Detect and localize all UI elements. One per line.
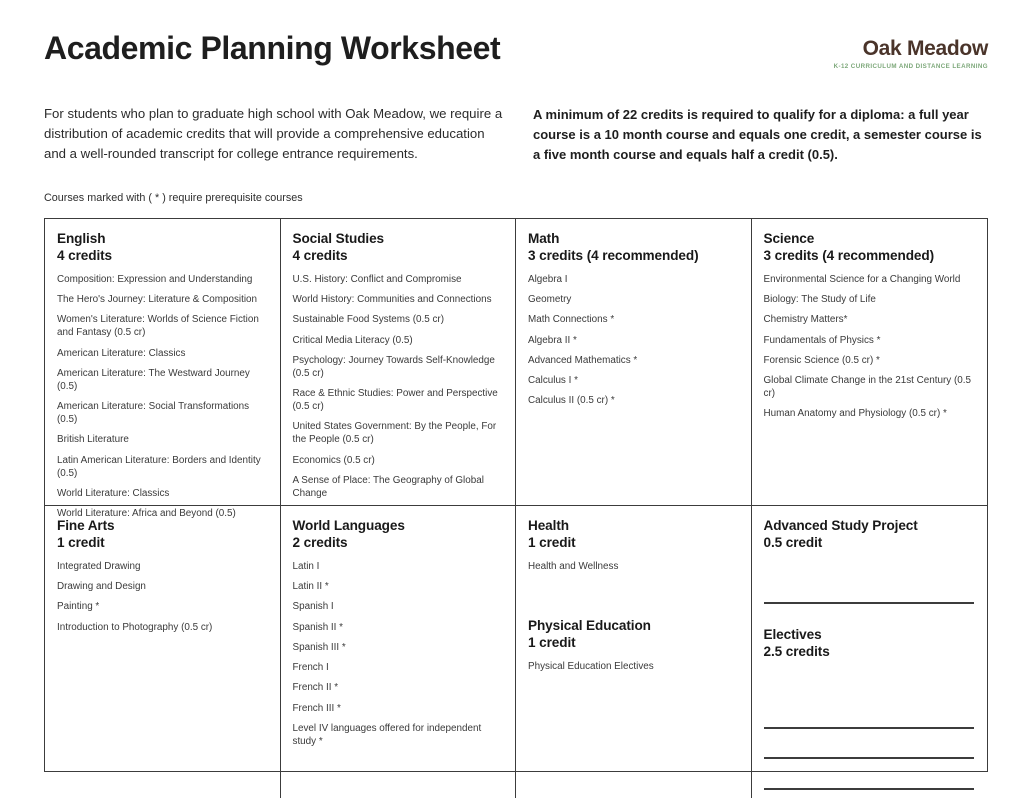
logo-tagline: K-12 CURRICULUM AND DISTANCE LEARNING: [833, 63, 988, 71]
course-item: Calculus II (0.5 cr) *: [528, 395, 615, 407]
course-item: United States Government: By the People, For the People (0.5 cr): [292, 421, 497, 446]
prerequisite-note: Courses marked with ( * ) require prerequisite courses: [44, 192, 303, 204]
course-list-english: [57, 273, 267, 521]
subject-title: Science: [763, 231, 815, 246]
course-item: Environmental Science for a Changing World: [763, 273, 961, 285]
course-item: The Hero's Journey: Literature & Composition: [57, 294, 258, 306]
course-item: Health and Wellness: [528, 560, 619, 572]
logo-wordmark: Oak Meadow: [862, 37, 988, 60]
spacer: [764, 729, 975, 757]
subject-credits: 2 credits: [292, 535, 348, 551]
course-item: Algebra II *: [528, 334, 577, 346]
course-item: Spanish II *: [292, 621, 344, 633]
course-item: Advanced Mathematics *: [528, 354, 638, 366]
course-item: Biology: The Study of Life: [763, 294, 876, 306]
spacer: [764, 759, 975, 788]
course-item: American Literature: The Westward Journey (0.5): [57, 367, 250, 392]
subject-title: Health: [528, 518, 569, 533]
course-item: Integrated Drawing: [57, 560, 141, 572]
course-item: Drawing and Design: [57, 581, 146, 593]
page-header: [44, 30, 988, 92]
course-item: Forensic Science (0.5 cr) *: [763, 354, 880, 366]
course-list-world-languages: [293, 560, 503, 748]
subsection-electives: [764, 626, 975, 661]
subject-credits: 4 credits: [292, 248, 348, 264]
course-item: Level IV languages offered for independent study *: [292, 722, 482, 747]
spacer: [764, 604, 975, 626]
course-item: French II *: [292, 682, 339, 694]
course-item: Physical Education Electives: [528, 660, 654, 672]
course-item: Painting *: [57, 601, 100, 613]
course-item: Introduction to Photography (0.5 cr): [57, 621, 213, 633]
course-list-math: [528, 273, 738, 408]
subsection-physical-education: [528, 617, 738, 673]
subject-cell-world-languages: [281, 506, 517, 798]
course-item: Spanish I: [292, 601, 334, 613]
course-item: Psychology: Journey Towards Self-Knowledge (0.5 cr): [292, 354, 495, 379]
course-list-science: [764, 273, 975, 421]
oak-meadow-logo: [834, 38, 988, 70]
course-item: Latin I: [292, 560, 320, 572]
course-item: Global Climate Change in the 21st Century (0.5 cr): [763, 375, 971, 400]
subject-title: World Languages: [292, 518, 405, 533]
course-item: French I: [292, 662, 329, 674]
subject-title: English: [57, 231, 106, 246]
subject-cell-english: [45, 219, 281, 520]
spacer: [764, 669, 975, 727]
course-item: Latin II *: [292, 581, 329, 593]
subsection-credits: 1 credit: [528, 635, 576, 651]
course-item: World History: Communities and Connections: [292, 294, 492, 306]
subsection-title: Electives: [763, 626, 822, 642]
course-item: Sustainable Food Systems (0.5 cr): [292, 314, 444, 326]
subject-title: Advanced Study Project: [763, 518, 918, 533]
subject-cell-science: [752, 219, 988, 506]
subject-credits: 3 credits (4 recommended): [528, 248, 699, 264]
subject-credits: 1 credit: [57, 535, 105, 551]
course-item: U.S. History: Conflict and Compromise: [292, 273, 462, 285]
course-item: Critical Media Literacy (0.5): [292, 334, 413, 346]
course-item: Latin American Literature: Borders and Identity (0.5): [57, 454, 261, 479]
course-item: American Literature: Classics: [57, 347, 186, 359]
page-title: Academic Planning Worksheet: [44, 30, 501, 66]
course-item: Human Anatomy and Physiology (0.5 cr) *: [763, 408, 947, 420]
subject-title: Math: [528, 231, 560, 246]
course-item: Spanish III *: [292, 641, 346, 653]
course-item: British Literature: [57, 434, 129, 446]
subject-credits: 1 credit: [528, 535, 576, 551]
course-item: Geometry: [528, 294, 572, 306]
course-item: World Literature: Africa and Beyond (0.5): [57, 508, 236, 520]
spacer: [764, 560, 975, 602]
subject-credits: 0.5 credit: [763, 535, 823, 551]
course-item: Algebra I: [528, 273, 568, 285]
subject-credits: 4 credits: [57, 248, 113, 264]
course-item: Economics (0.5 cr): [292, 454, 375, 466]
subject-cell-math: [516, 219, 752, 506]
course-item: A Sense of Place: The Geography of Global Change: [292, 474, 484, 500]
subject-cell-advanced-study-project: [752, 506, 988, 798]
subject-title: Social Studies: [292, 231, 385, 246]
course-item: Math Connections *: [528, 314, 615, 326]
subject-grid: [44, 218, 988, 772]
course-item: Chemistry Matters*: [763, 314, 848, 326]
course-list-social-studies: [293, 273, 503, 500]
intro-paragraph-left: For students who plan to graduate high school with Oak Meadow, we require a distribution of academic credits that will provide a comprehensive education and a well-rounded transcript for college entrance requirements.: [44, 106, 503, 162]
course-list-physical-education: [528, 660, 738, 673]
course-item: Race & Ethnic Studies: Power and Perspective (0.5 cr): [292, 388, 498, 413]
course-item: World Literature: Classics: [57, 488, 170, 500]
subsection-title: Physical Education: [528, 617, 651, 633]
course-list-fine-arts: [57, 560, 267, 634]
subsection-credits: 2.5 credits: [763, 644, 830, 660]
subject-cell-social-studies: [281, 219, 517, 506]
write-in-line[interactable]: [764, 788, 975, 790]
course-item: Women's Literature: Worlds of Science Fiction and Fantasy (0.5 cr): [57, 314, 259, 339]
subject-credits: 3 credits (4 recommended): [763, 248, 935, 264]
course-item: Calculus I *: [528, 375, 578, 387]
subject-cell-fine-arts: [45, 506, 281, 798]
course-item: French III *: [292, 702, 341, 714]
course-item: American Literature: Social Transformations (0.5): [57, 401, 250, 426]
subject-title: Fine Arts: [57, 518, 115, 533]
intro-paragraph-right: A minimum of 22 credits is required to qualify for a diploma: a full year course is a 10 month course and equals one credit, a semester course is a five month course and equals half a credit (0.5).: [533, 107, 982, 162]
course-item: Fundamentals of Physics *: [763, 334, 881, 346]
course-list-health: [528, 560, 738, 573]
subject-cell-health: [516, 506, 752, 798]
course-item: Composition: Expression and Understanding: [57, 273, 253, 285]
